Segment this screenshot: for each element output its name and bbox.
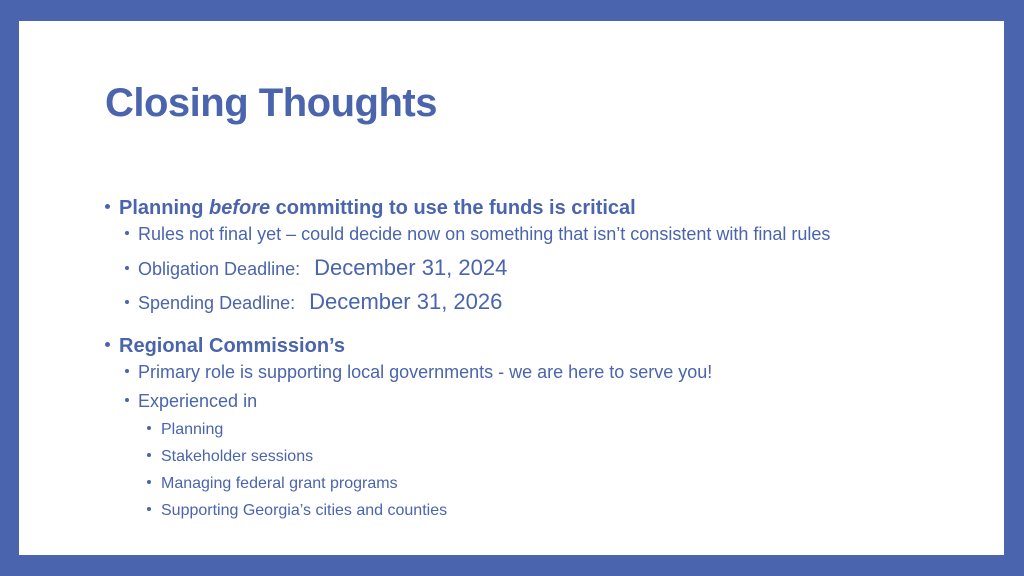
bullet-dot-icon [125, 231, 129, 235]
bullet-dot-icon [147, 426, 151, 430]
bullet-dot-icon [105, 204, 110, 209]
obligation-date: December 31, 2024 [314, 255, 508, 280]
bullet-planning-emphasis: before [209, 197, 271, 219]
bullet-dot-icon [125, 300, 129, 304]
bullet-dot-icon [147, 507, 151, 511]
bullet-dot-icon [125, 398, 129, 402]
bullet-planning [105, 197, 636, 220]
bullet-planning-lead: Planning [119, 197, 209, 219]
list-item [147, 448, 313, 466]
bullet-regional-commission [105, 335, 345, 358]
bullet-dot-icon [125, 266, 129, 270]
slide [19, 21, 1004, 555]
bullet-planning-rest: committing to use the funds is critical [270, 197, 636, 219]
slide-title: Closing Thoughts [105, 81, 437, 125]
bullet-dot-icon [147, 480, 151, 484]
list-item [147, 475, 398, 493]
sub-bullet-spending [125, 289, 502, 315]
list-item-text: Stakeholder sessions [161, 448, 314, 465]
sub-bullet-rules [125, 224, 830, 245]
sub-bullet-rules-text: Rules not final yet – could decide now on something that isn’t consistent with final rules [138, 224, 831, 244]
sub-bullet-obligation [125, 255, 507, 281]
list-item-text: Supporting Georgia’s cities and counties [161, 502, 448, 519]
list-item [147, 502, 447, 520]
sub-bullet-role [125, 362, 712, 383]
sub-bullet-experienced-text: Experienced in [138, 391, 258, 411]
bullet-dot-icon [125, 369, 129, 373]
list-item-text: Managing federal grant programs [161, 475, 398, 492]
bullet-regional-label: Regional Commission’s [119, 335, 345, 357]
list-item-text: Planning [161, 421, 224, 438]
bullet-dot-icon [105, 342, 110, 347]
list-item [147, 421, 223, 439]
spending-label: Spending Deadline: [138, 293, 296, 313]
bullet-dot-icon [147, 453, 151, 457]
obligation-label: Obligation Deadline: [138, 259, 301, 279]
sub-bullet-experienced [125, 391, 257, 412]
sub-bullet-role-text: Primary role is supporting local governments - we are here to serve you! [138, 362, 713, 382]
spending-date: December 31, 2026 [309, 289, 503, 314]
